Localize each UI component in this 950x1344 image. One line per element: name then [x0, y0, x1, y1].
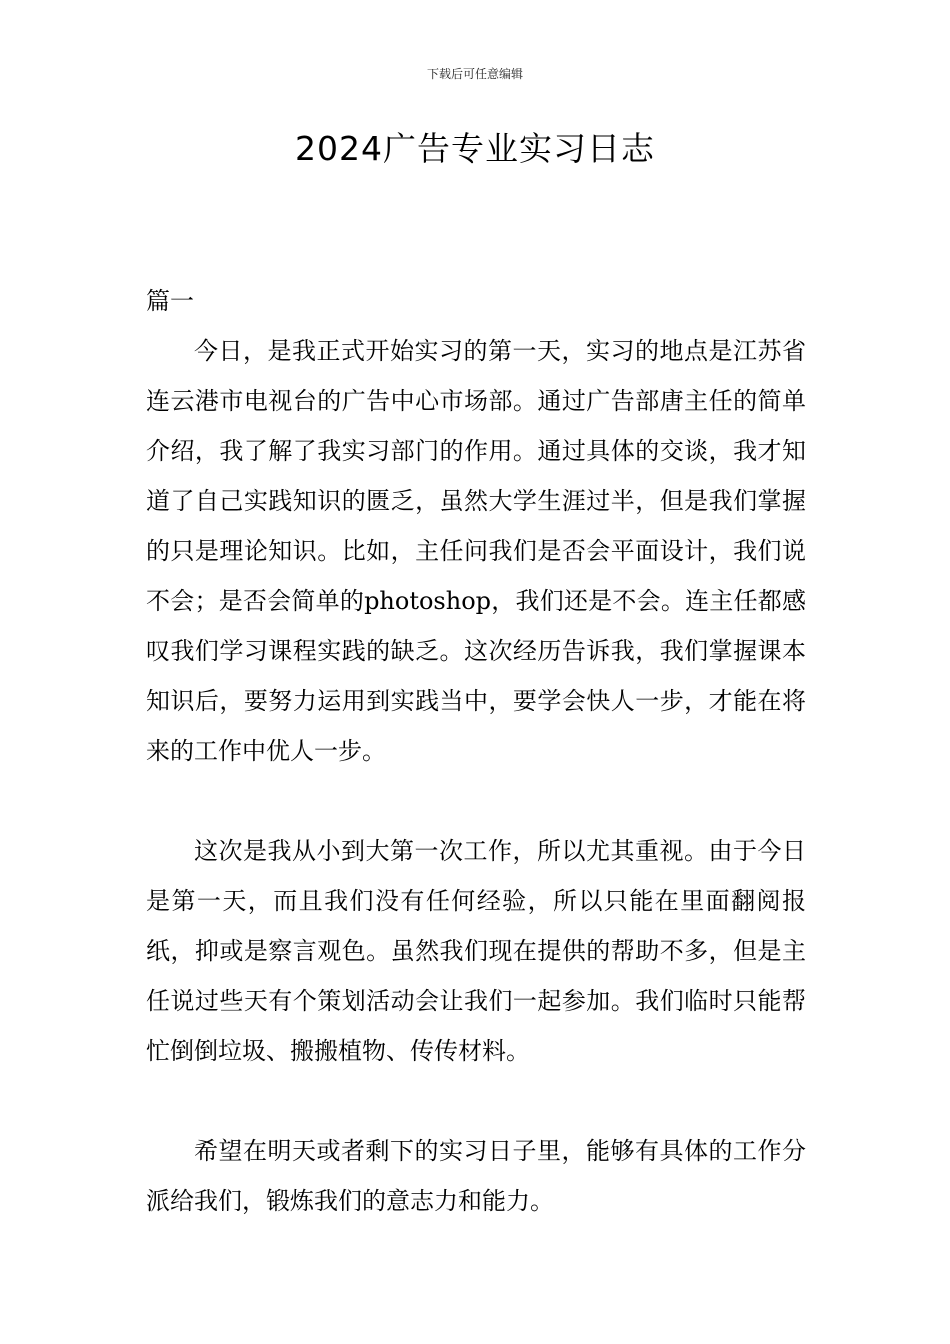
paragraph-2: 这次是我从小到大第一次工作，所以尤其重视。由于今日是第一天，而且我们没有任何经验，所以只能在里面翻阅报纸，抑或是察言观色。虽然我们现在提供的帮助不多，但是主任说过些天有个策划活动会让我们一起参加。我们临时只能帮忙倒倒垃圾、搬搬植物、传传材料。	[146, 837, 806, 1065]
paragraph-1: 今日，是我正式开始实习的第一天，实习的地点是江苏省连云港市电视台的广告中心市场部。通过广告部唐主任的简单介绍，我了解了我实习部门的作用。通过具体的交谈，我才知道了自己实践知识的匮乏，虽然大学生涯过半，但是我们掌握的只是理论知识。比如，主任问我们是否会平面设计，我们说不会；是否会简单的photoshop，我们还是不会。连主任都感叹我们学习课程实践的缺乏。这次经历告诉我，我们掌握课本知识后，要努力运用到实践当中，要学会快人一步，才能在将来的工作中优人一步。	[146, 337, 806, 765]
paragraph-3: 希望在明天或者剩下的实习日子里，能够有具体的工作分派给我们，锻炼我们的意志力和能力。	[146, 1137, 806, 1215]
document-body	[146, 276, 806, 1226]
header-note: 下载后可任意编辑	[426, 67, 523, 81]
section-heading: 篇一	[146, 287, 194, 315]
document-title: 2024广告专业实习日志	[295, 129, 655, 168]
